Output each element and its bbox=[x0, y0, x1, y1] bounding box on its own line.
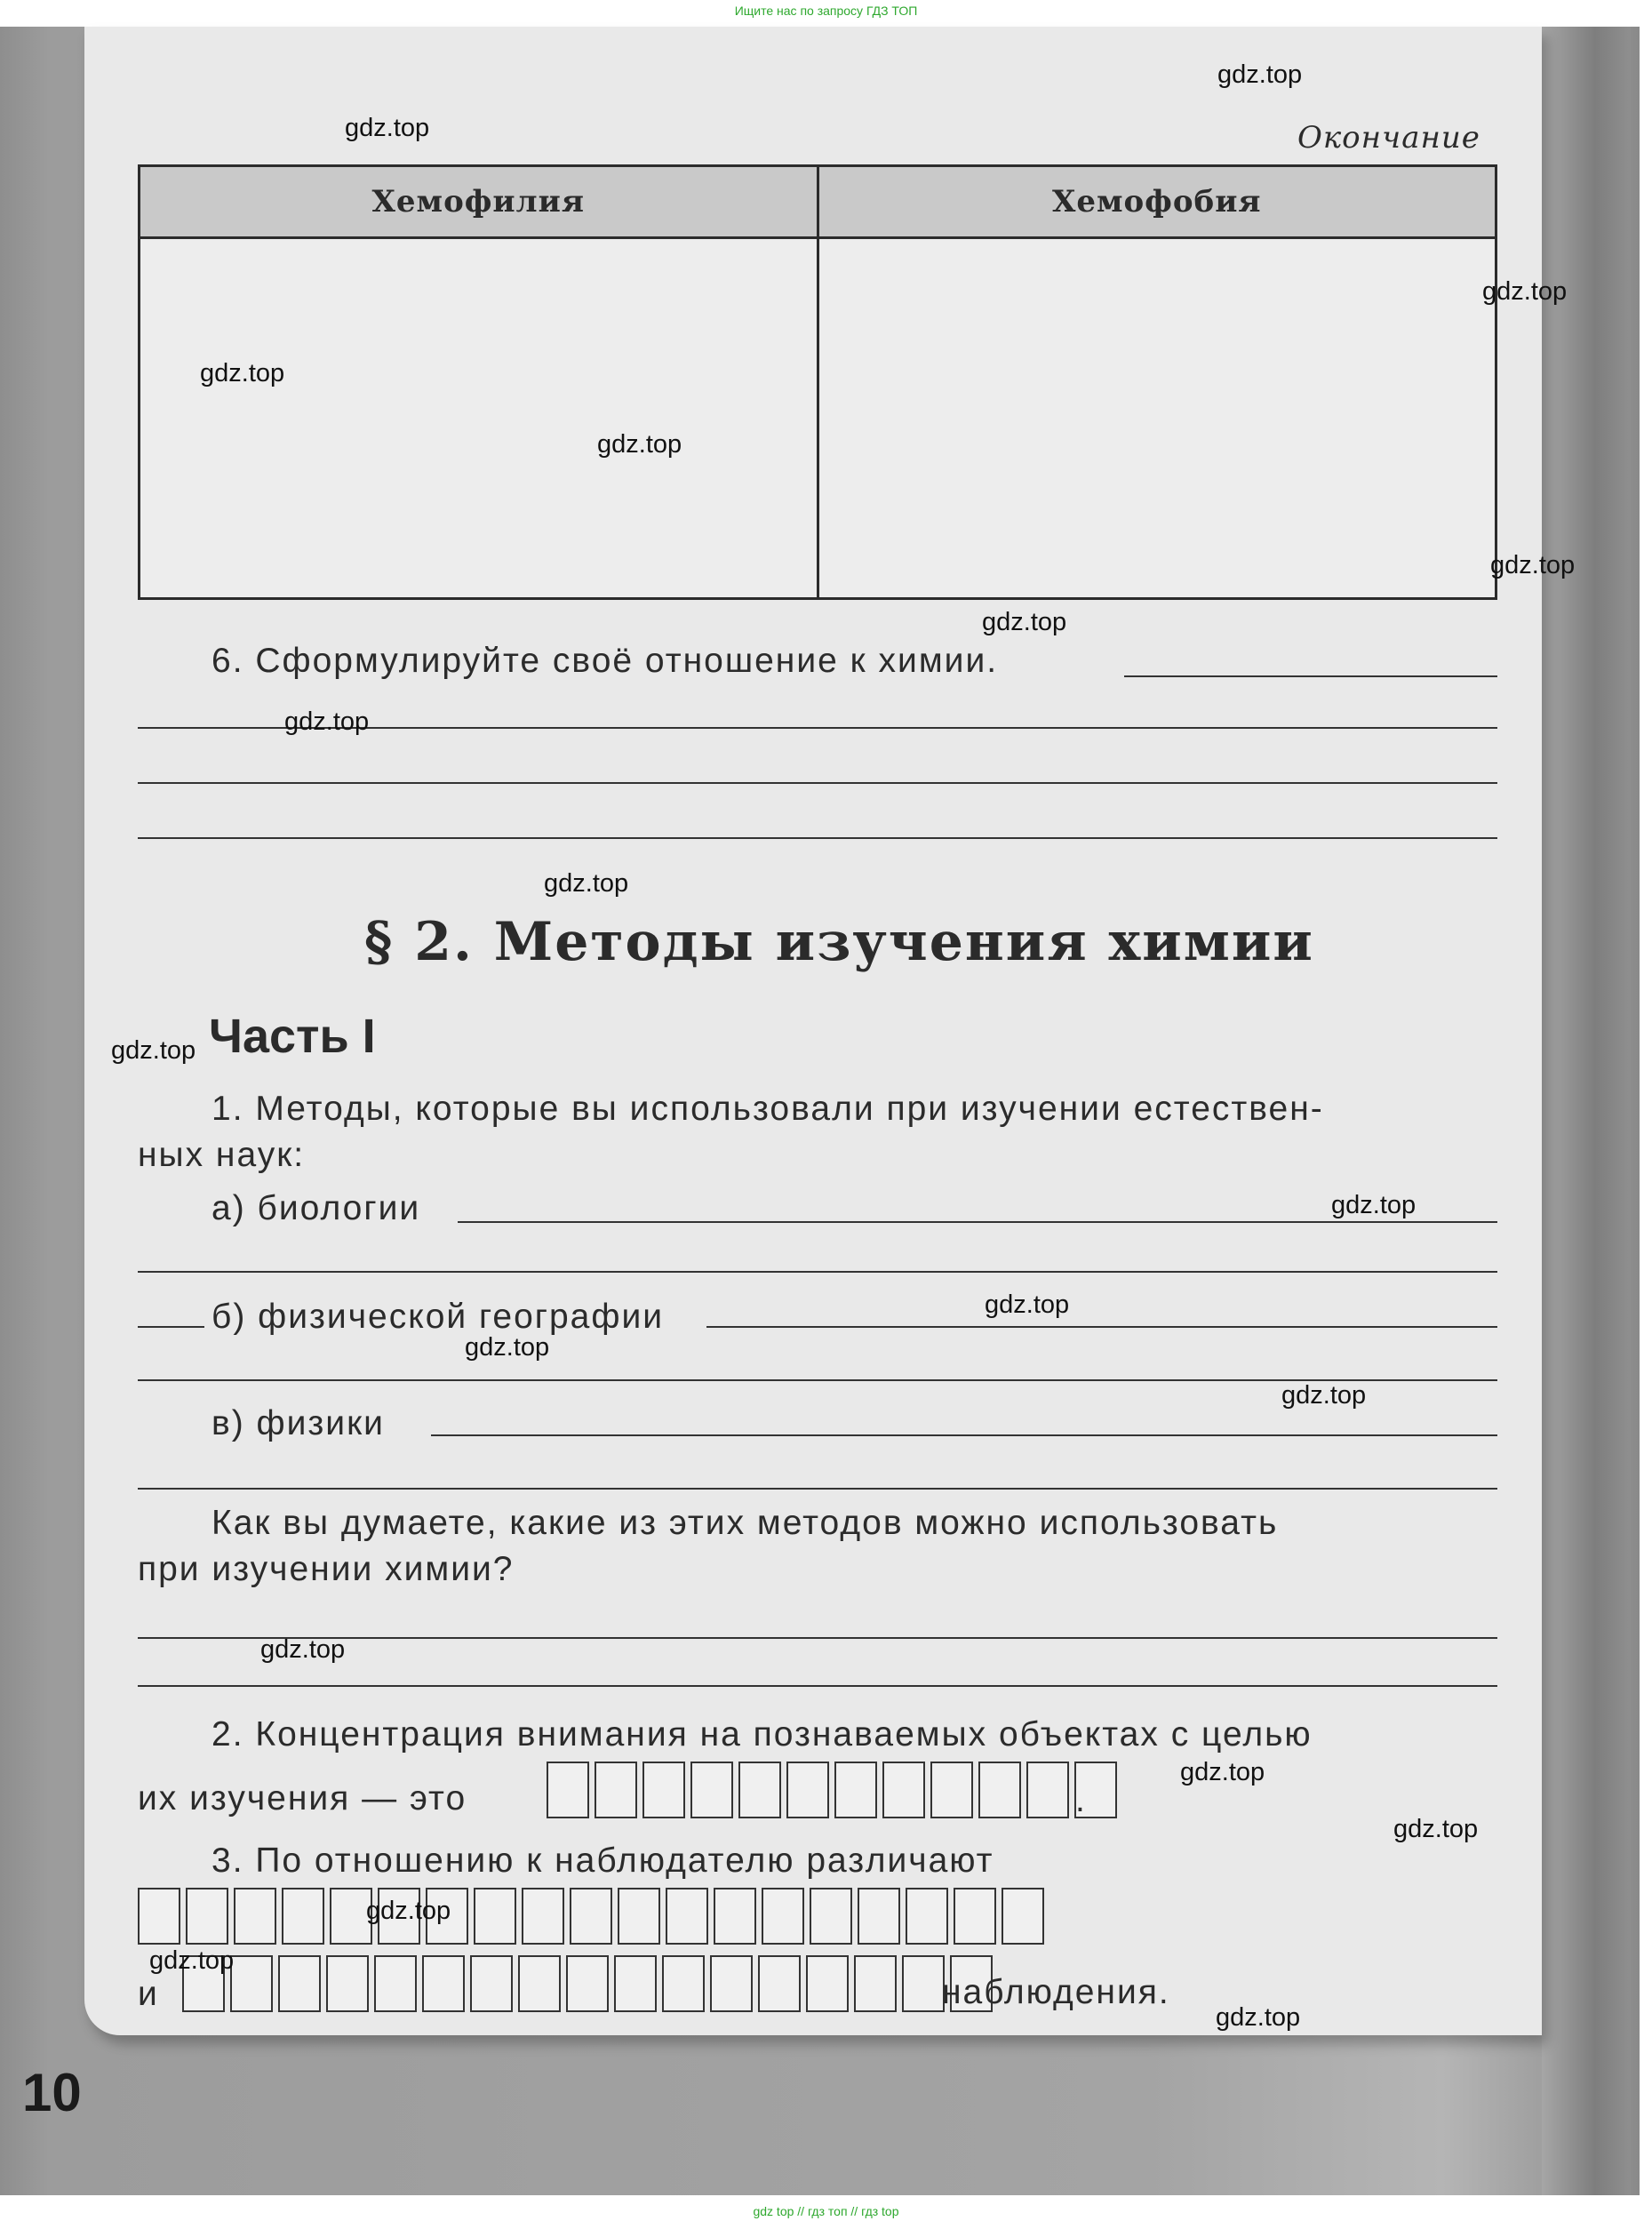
hemo-table bbox=[138, 164, 1497, 600]
q2-period: . bbox=[1075, 1781, 1087, 1819]
watermark: gdz.top bbox=[544, 869, 629, 898]
letter-box[interactable] bbox=[422, 1955, 465, 2012]
cell-hemophobia[interactable] bbox=[818, 238, 1496, 599]
letter-box[interactable] bbox=[374, 1955, 417, 2012]
watermark: gdz.top bbox=[985, 1290, 1070, 1319]
q1-line2: ных наук: bbox=[138, 1136, 306, 1174]
letter-box[interactable] bbox=[642, 1762, 685, 1818]
watermark: gdz.top bbox=[1216, 2003, 1301, 2032]
letter-box[interactable] bbox=[186, 1888, 228, 1945]
letter-box[interactable] bbox=[522, 1888, 564, 1945]
q3-and: и bbox=[138, 1975, 159, 2013]
q3-letter-boxes-1[interactable] bbox=[138, 1888, 1049, 1945]
watermark: gdz.top bbox=[149, 1946, 235, 1975]
letter-box[interactable] bbox=[806, 1955, 849, 2012]
section-title: § 2. Методы изучения химии bbox=[364, 911, 1314, 973]
watermark: gdz.top bbox=[111, 1036, 196, 1065]
letter-box[interactable] bbox=[690, 1762, 733, 1818]
letter-box[interactable] bbox=[470, 1955, 513, 2012]
letter-box[interactable] bbox=[738, 1762, 781, 1818]
letter-box[interactable] bbox=[858, 1888, 900, 1945]
watermark: gdz.top bbox=[982, 608, 1067, 636]
watermark: gdz.top bbox=[597, 430, 682, 459]
letter-box[interactable] bbox=[978, 1762, 1021, 1818]
part-title: Часть I bbox=[209, 1010, 376, 1063]
q2-line2: их изучения — это bbox=[138, 1779, 467, 1818]
ending-label: Окончание bbox=[1297, 120, 1480, 156]
answer-line[interactable] bbox=[138, 837, 1497, 839]
letter-box[interactable] bbox=[854, 1955, 897, 2012]
watermark: gdz.top bbox=[1180, 1758, 1265, 1786]
page-number: 10 bbox=[22, 2063, 82, 2122]
letter-box[interactable] bbox=[906, 1888, 948, 1945]
cell-hemophilia[interactable] bbox=[140, 238, 818, 599]
q1-followup-line1: Как вы думаете, какие из этих методов можно использовать bbox=[211, 1504, 1279, 1542]
letter-box[interactable] bbox=[1026, 1762, 1069, 1818]
watermark: gdz.top bbox=[1490, 551, 1576, 579]
answer-line[interactable] bbox=[1124, 675, 1497, 677]
watermark: gdz.top bbox=[200, 359, 285, 387]
answer-line[interactable] bbox=[138, 1271, 1497, 1273]
watermark: gdz.top bbox=[1331, 1191, 1417, 1219]
letter-box[interactable] bbox=[662, 1955, 705, 2012]
q1-item-physics: в) физики bbox=[211, 1404, 385, 1442]
letter-box[interactable] bbox=[902, 1955, 945, 2012]
letter-box[interactable] bbox=[1002, 1888, 1044, 1945]
answer-line[interactable] bbox=[431, 1434, 1497, 1436]
q1-item-geography: б) физической географии bbox=[211, 1298, 665, 1336]
q1-followup-line2: при изучении химии? bbox=[138, 1550, 515, 1588]
q1-line1: 1. Методы, которые вы использовали при изучении естествен- bbox=[211, 1090, 1324, 1128]
watermark: gdz.top bbox=[366, 1897, 451, 1925]
watermark: gdz.top bbox=[465, 1333, 550, 1362]
answer-line[interactable] bbox=[138, 1326, 204, 1328]
letter-box[interactable] bbox=[810, 1888, 852, 1945]
watermark: gdz.top bbox=[1393, 1815, 1479, 1843]
letter-box[interactable] bbox=[282, 1888, 324, 1945]
watermark: gdz.top bbox=[1281, 1381, 1367, 1410]
letter-box[interactable] bbox=[566, 1955, 609, 2012]
letter-box[interactable] bbox=[714, 1888, 756, 1945]
letter-box[interactable] bbox=[518, 1955, 561, 2012]
answer-line[interactable] bbox=[706, 1326, 1497, 1328]
letter-box[interactable] bbox=[547, 1762, 589, 1818]
task6-text: 6. Сформулируйте своё отношение к химии. bbox=[211, 642, 999, 680]
book-spine-shadow bbox=[1542, 27, 1631, 2195]
letter-box[interactable] bbox=[138, 1888, 180, 1945]
letter-box[interactable] bbox=[618, 1888, 660, 1945]
answer-line[interactable] bbox=[138, 1685, 1497, 1687]
letter-box[interactable] bbox=[326, 1955, 369, 2012]
answer-line[interactable] bbox=[458, 1221, 1497, 1223]
answer-line[interactable] bbox=[138, 1488, 1497, 1490]
letter-box[interactable] bbox=[834, 1762, 877, 1818]
q2-line1: 2. Концентрация внимания на познаваемых объектах с целью bbox=[211, 1715, 1313, 1754]
letter-box[interactable] bbox=[786, 1762, 829, 1818]
letter-box[interactable] bbox=[762, 1888, 804, 1945]
letter-box[interactable] bbox=[758, 1955, 801, 2012]
q1-item-biology: а) биологии bbox=[211, 1189, 421, 1227]
watermark: gdz.top bbox=[1217, 60, 1303, 89]
letter-box[interactable] bbox=[930, 1762, 973, 1818]
letter-box[interactable] bbox=[474, 1888, 516, 1945]
bottom-banner[interactable]: gdz top // гдз топ // гдз top bbox=[753, 2204, 899, 2218]
header-hemophilia: Хемофилия bbox=[140, 166, 818, 238]
watermark: gdz.top bbox=[1482, 277, 1568, 306]
letter-box[interactable] bbox=[595, 1762, 637, 1818]
letter-box[interactable] bbox=[614, 1955, 657, 2012]
letter-box[interactable] bbox=[882, 1762, 925, 1818]
top-banner[interactable]: Ищите нас по запросу ГДЗ ТОП bbox=[734, 4, 918, 18]
letter-box[interactable] bbox=[234, 1888, 276, 1945]
letter-box[interactable] bbox=[954, 1888, 996, 1945]
q2-letter-boxes[interactable] bbox=[547, 1762, 1122, 1818]
header-hemophobia: Хемофобия bbox=[818, 166, 1496, 238]
watermark: gdz.top bbox=[284, 707, 370, 736]
letter-box[interactable] bbox=[710, 1955, 753, 2012]
letter-box[interactable] bbox=[230, 1955, 273, 2012]
letter-box[interactable] bbox=[278, 1955, 321, 2012]
q3-observation-word: наблюдения. bbox=[942, 1973, 1170, 2011]
answer-line[interactable] bbox=[138, 782, 1497, 784]
letter-box[interactable] bbox=[570, 1888, 612, 1945]
q3-letter-boxes-2[interactable] bbox=[182, 1955, 998, 2012]
letter-box[interactable] bbox=[666, 1888, 708, 1945]
watermark: gdz.top bbox=[260, 1635, 346, 1664]
watermark: gdz.top bbox=[345, 114, 430, 142]
q3-line1: 3. По отношению к наблюдателю различают bbox=[211, 1842, 994, 1880]
